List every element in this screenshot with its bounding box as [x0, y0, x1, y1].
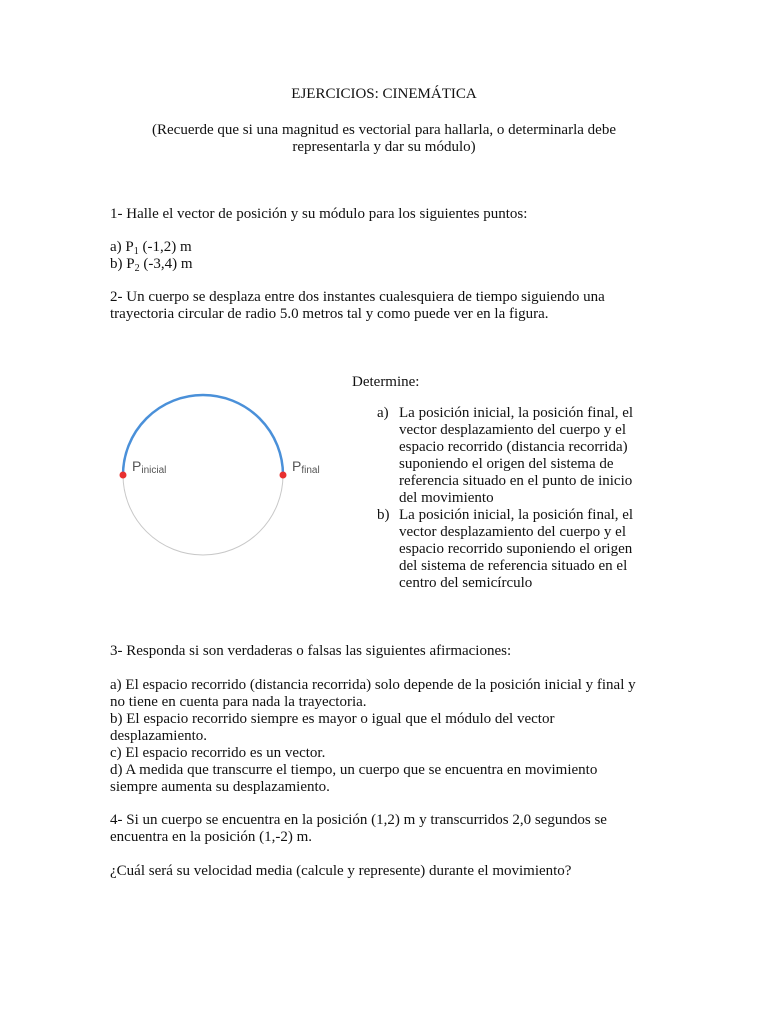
subtitle-line-1: (Recuerde que si una magnitud es vectorial para hallarla, o determinarla debe: [152, 122, 616, 138]
q4-line-2: encuentra en la posición (1,-2) m.: [110, 829, 313, 845]
q3-d-line-1: d) A medida que transcurre el tiempo, un cuerpo que se encuentra en movimiento: [110, 762, 598, 778]
q3-b-line-1: b) El espacio recorrido siempre es mayor o igual que el módulo del vector: [110, 711, 555, 727]
determine-list: [352, 405, 662, 592]
p-initial-label: Pinicial: [132, 458, 167, 476]
circular-trajectory-figure: [105, 385, 345, 565]
q4-line-1: 4- Si un cuerpo se encuentra en la posición (1,2) m y transcurridos 2,0 segundos se: [110, 812, 607, 828]
q1-item-b: b) $P_2$ (-3,4) m: [110, 256, 193, 274]
p-final-label: Pfinal: [292, 458, 320, 476]
q4-question: ¿Cuál será su velocidad media (calcule y represente) durante el movimiento?: [110, 863, 572, 879]
initial-point: [120, 472, 127, 479]
determine-item-b: b) La posición inicial, la posición final, el vector desplazamiento del cuerpo y el espacio recorrido suponiendo el origen del sistema de referencia situado en el centro del semicírculo: [377, 507, 634, 591]
q3-d-line-2: siempre aumenta su desplazamiento.: [110, 779, 330, 795]
q2-line-1: 2- Un cuerpo se desplaza entre dos instantes cualesquiera de tiempo siguiendo una: [110, 289, 605, 305]
q1-item-a: a) $P_1$ (-1,2) m: [110, 239, 192, 257]
q3-text: 3- Responda si son verdaderas o falsas las siguientes afirmaciones:: [110, 643, 512, 659]
q2-line-2: trayectoria circular de radio 5.0 metros tal y como puede ver en la figura.: [110, 306, 549, 322]
final-point: [280, 472, 287, 479]
q3-b-line-2: desplazamiento.: [110, 728, 208, 744]
q3-a-line-1: a) El espacio recorrido (distancia recorrida) solo depende de la posición inicial y final y: [110, 677, 636, 693]
determine-label: Determine:: [352, 374, 420, 390]
subtitle-line-2: representarla y dar su módulo): [292, 139, 476, 155]
determine-item-a: a) La posición inicial, la posición final, el vector desplazamiento del cuerpo y el espacio recorrido (distancia recorrida) suponiendo el origen del sistema de referencia situado en el punto de inicio del movimiento: [377, 405, 634, 506]
q3-a-line-2: no tiene en cuenta para nada la trayectoria.: [110, 694, 367, 710]
page-title: EJERCICIOS: CINEMÁTICA: [291, 86, 477, 102]
q1-text: 1- Halle el vector de posición y su módulo para los siguientes puntos:: [110, 206, 528, 222]
semicircle-arc: [123, 395, 283, 475]
q3-c: c) El espacio recorrido es un vector.: [110, 745, 326, 761]
